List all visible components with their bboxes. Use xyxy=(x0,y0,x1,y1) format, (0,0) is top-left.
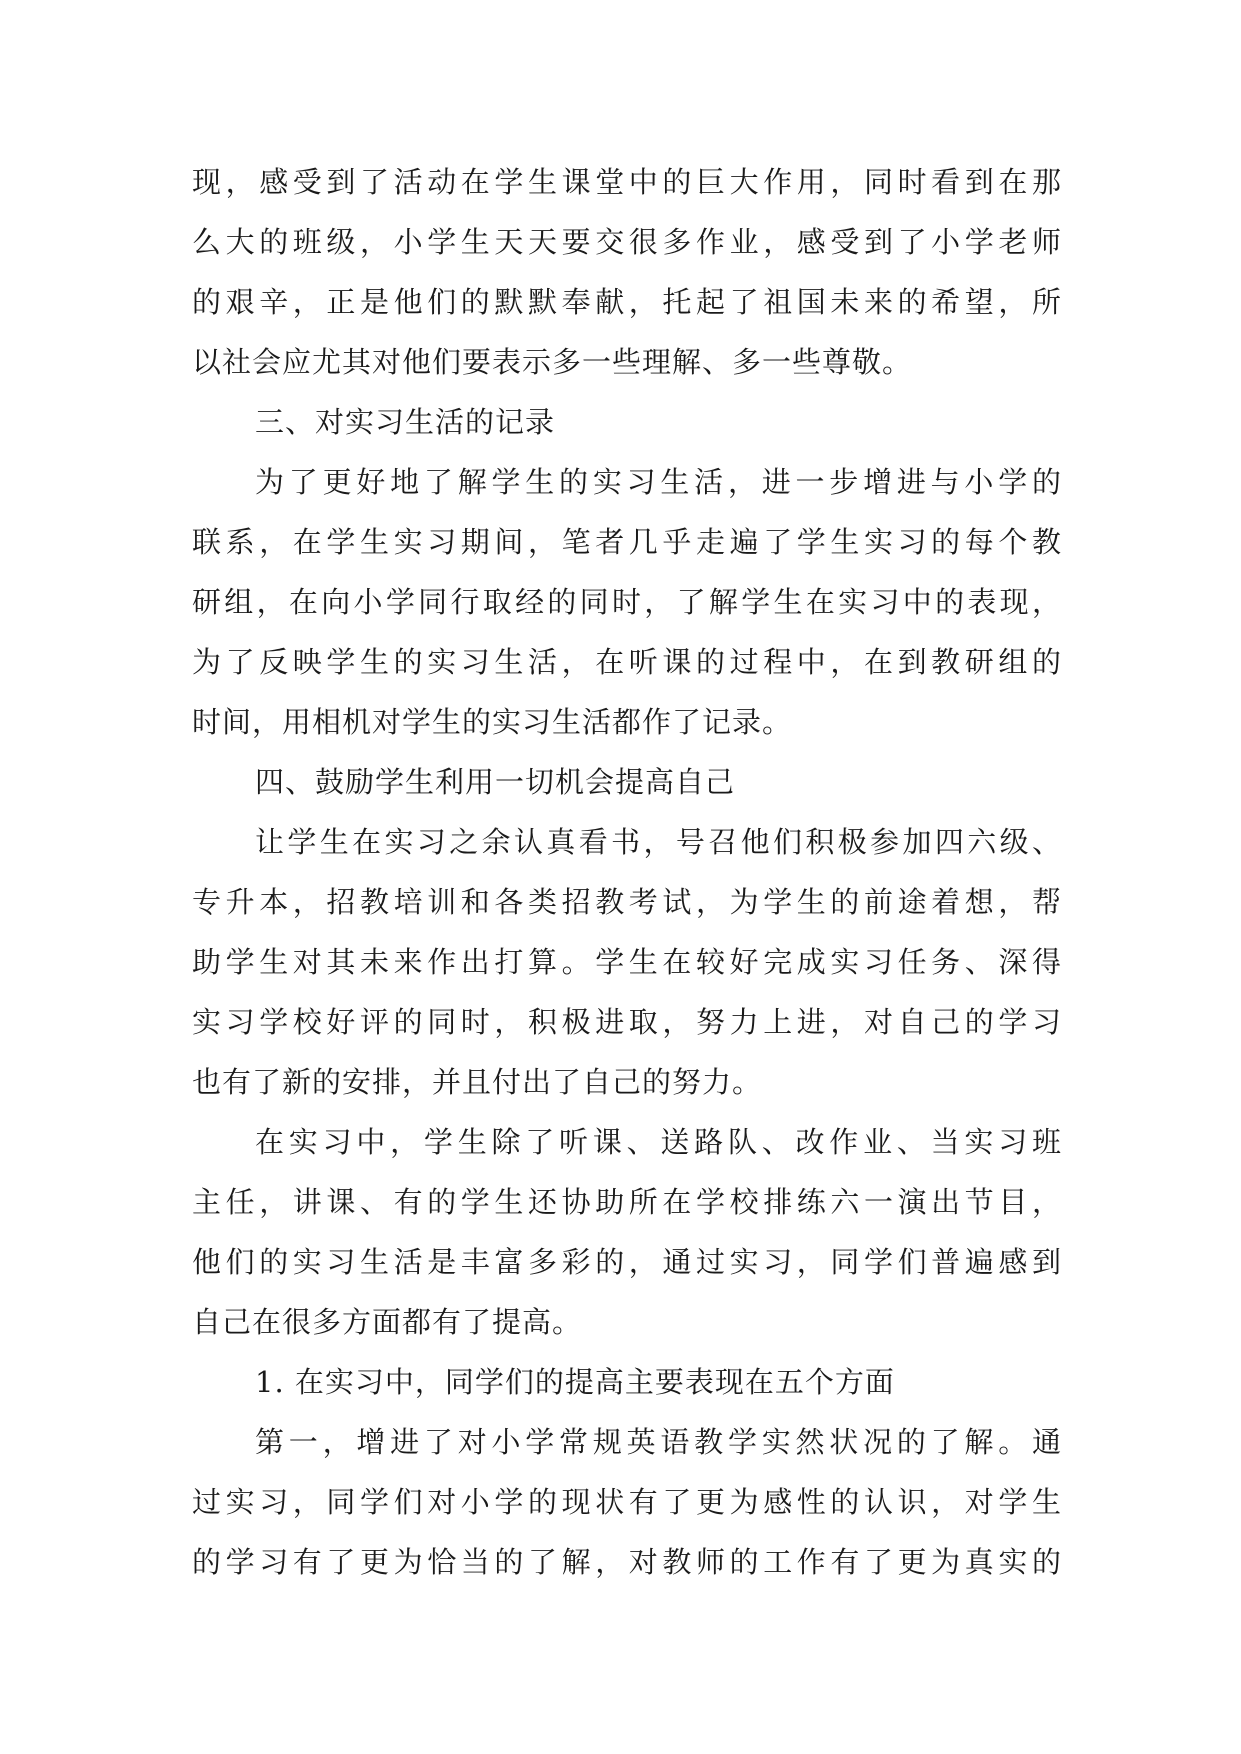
text-line: 助学生对其未来作出打算。学生在较好完成实习任务、深得 xyxy=(192,945,1062,979)
document-body xyxy=(192,152,1062,1592)
text-line: 的艰辛，正是他们的默默奉献，托起了祖国未来的希望，所 xyxy=(192,285,1062,319)
text-line: 自己在很多方面都有了提高。 xyxy=(192,1305,583,1339)
text-line: 四、鼓励学生利用一切机会提高自己 xyxy=(255,765,736,799)
text-line: 为了反映学生的实习生活，在听课的过程中，在到教研组的 xyxy=(192,645,1062,679)
text-line: 么大的班级，小学生天天要交很多作业，感受到了小学老师 xyxy=(192,225,1062,259)
text-line: 研组，在向小学同行取经的同时，了解学生在实习中的表现， xyxy=(192,585,1062,619)
text-line: 为了更好地了解学生的实习生活，进一步增进与小学的 xyxy=(255,465,1062,499)
text-line: 让学生在实习之余认真看书，号召他们积极参加四六级、 xyxy=(255,825,1062,859)
text-line: 过实习，同学们对小学的现状有了更为感性的认识，对学生 xyxy=(192,1485,1062,1519)
text-line: 主任，讲课、有的学生还协助所在学校排练六一演出节目， xyxy=(192,1185,1062,1219)
text-line: 三、对实习生活的记录 xyxy=(255,405,556,439)
text-line: 专升本，招教培训和各类招教考试，为学生的前途着想，帮 xyxy=(192,885,1062,919)
text-line: 第一，增进了对小学常规英语教学实然状况的了解。通 xyxy=(255,1425,1062,1459)
text-line: 实习学校好评的同时，积极进取，努力上进，对自己的学习 xyxy=(192,1005,1062,1039)
text-line: 现，感受到了活动在学生课堂中的巨大作用，同时看到在那 xyxy=(192,165,1062,199)
text-line: 时间，用相机对学生的实习生活都作了记录。 xyxy=(192,705,793,739)
text-line: 也有了新的安排，并且付出了自己的努力。 xyxy=(192,1065,763,1099)
text-line: 联系，在学生实习期间，笔者几乎走遍了学生实习的每个教 xyxy=(192,525,1062,559)
text-line: 以社会应尤其对他们要表示多一些理解、多一些尊敬。 xyxy=(192,345,913,379)
text-line: 在实习中，学生除了听课、送路队、改作业、当实习班 xyxy=(255,1125,1062,1159)
text-line: 1. 在实习中，同学们的提高主要表现在五个方面 xyxy=(255,1365,895,1399)
text-line: 的学习有了更为恰当的了解，对教师的工作有了更为真实的 xyxy=(192,1545,1062,1579)
text-line: 他们的实习生活是丰富多彩的，通过实习，同学们普遍感到 xyxy=(192,1245,1062,1279)
